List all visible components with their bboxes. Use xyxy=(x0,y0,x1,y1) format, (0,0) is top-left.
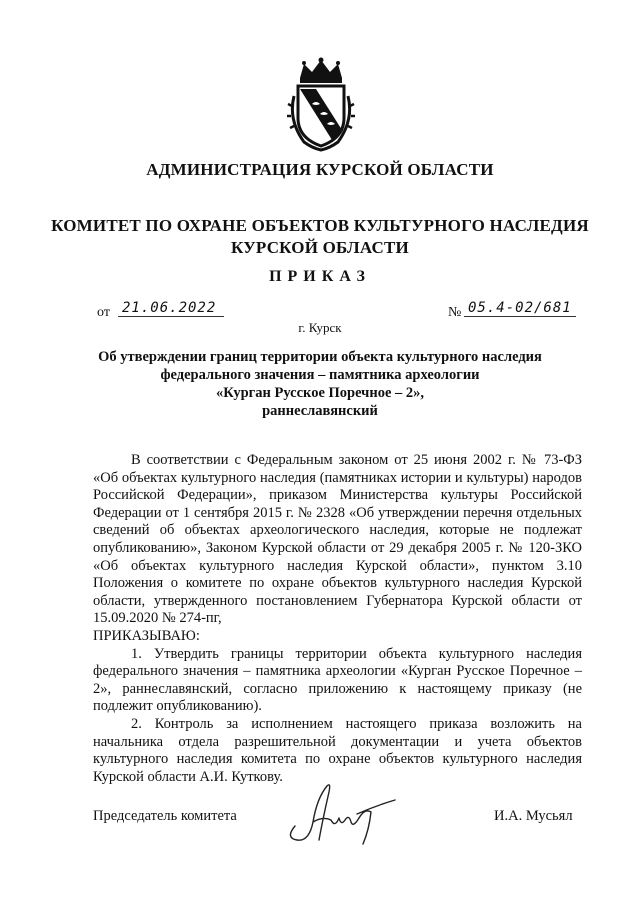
subject-line2: федерального значения – памятника археологии xyxy=(160,367,480,383)
subject-line1: Об утверждении границ территории объекта культурного наследия xyxy=(98,349,542,365)
order-body xyxy=(93,452,582,786)
administration-title: АДМИНИСТРАЦИЯ КУРСКОЙ ОБЛАСТИ xyxy=(146,160,494,179)
committee-title-line2: КУРСКОЙ ОБЛАСТИ xyxy=(231,238,409,257)
signatory-name: И.А. Мусьял xyxy=(494,808,573,824)
committee-title-line1: КОМИТЕТ ПО ОХРАНЕ ОБЪЕКТОВ КУЛЬТУРНОГО НАСЛЕДИЯ xyxy=(51,216,589,235)
order-word: ПРИКАЗЫВАЮ: xyxy=(93,627,200,644)
subject-line4: раннеславянский xyxy=(262,403,378,419)
preamble-paragraph: В соответствии с Федеральным законом от 25 июня 2002 г. № 73-ФЗ «Об объектах культурного наследия (памятниках истории и культуры) народов Российской Федерации», приказом Министерства культуры Российской Федерации от 1 сентября 2015 г. № 2328 «Об утверждении перечня отдельных сведений об объектах археологического наследия, которые не подлежат опубликованию», Законом Курской области от 29 декабря 2005 г. № 120-ЗКО «Об объектах культурного наследия Курской области», пунктом 3.10 Положения о комитете по охране объектов культурного наследия Курской области, утвержденного постановлением Губернатора Курской области от 15.09.2020 № 274-пг, xyxy=(93,452,582,627)
order-item-1: 1. Утвердить границы территории объекта культурного наследия федерального значения – памятника археологии «Курган Русское Поречное – 2», раннеславянский, согласно приложению к настоящему приказу (не подлежит опубликованию). xyxy=(93,645,582,715)
number-label: № xyxy=(448,305,462,320)
handwritten-signature xyxy=(283,778,403,848)
city: г. Курск xyxy=(298,320,342,335)
date-value: 21.06.2022 xyxy=(118,300,224,317)
number-value: 05.4-02/681 xyxy=(464,300,576,317)
signatory-role: Председатель комитета xyxy=(93,808,237,824)
coat-of-arms-emblem xyxy=(286,56,356,152)
subject-line3: «Курган Русское Поречное – 2», xyxy=(215,385,425,401)
order-item-2: 2. Контроль за исполнением настоящего приказа возложить на начальника отдела разрешительной документации и учета объектов культурного наследия комитета по охране объектов культурного наследия Курской области А.И. Куткову. xyxy=(93,715,582,785)
order-subject xyxy=(0,348,640,420)
committee-title xyxy=(0,215,640,259)
document-type: ПРИКАЗ xyxy=(269,268,371,285)
date-label: от xyxy=(97,305,110,320)
